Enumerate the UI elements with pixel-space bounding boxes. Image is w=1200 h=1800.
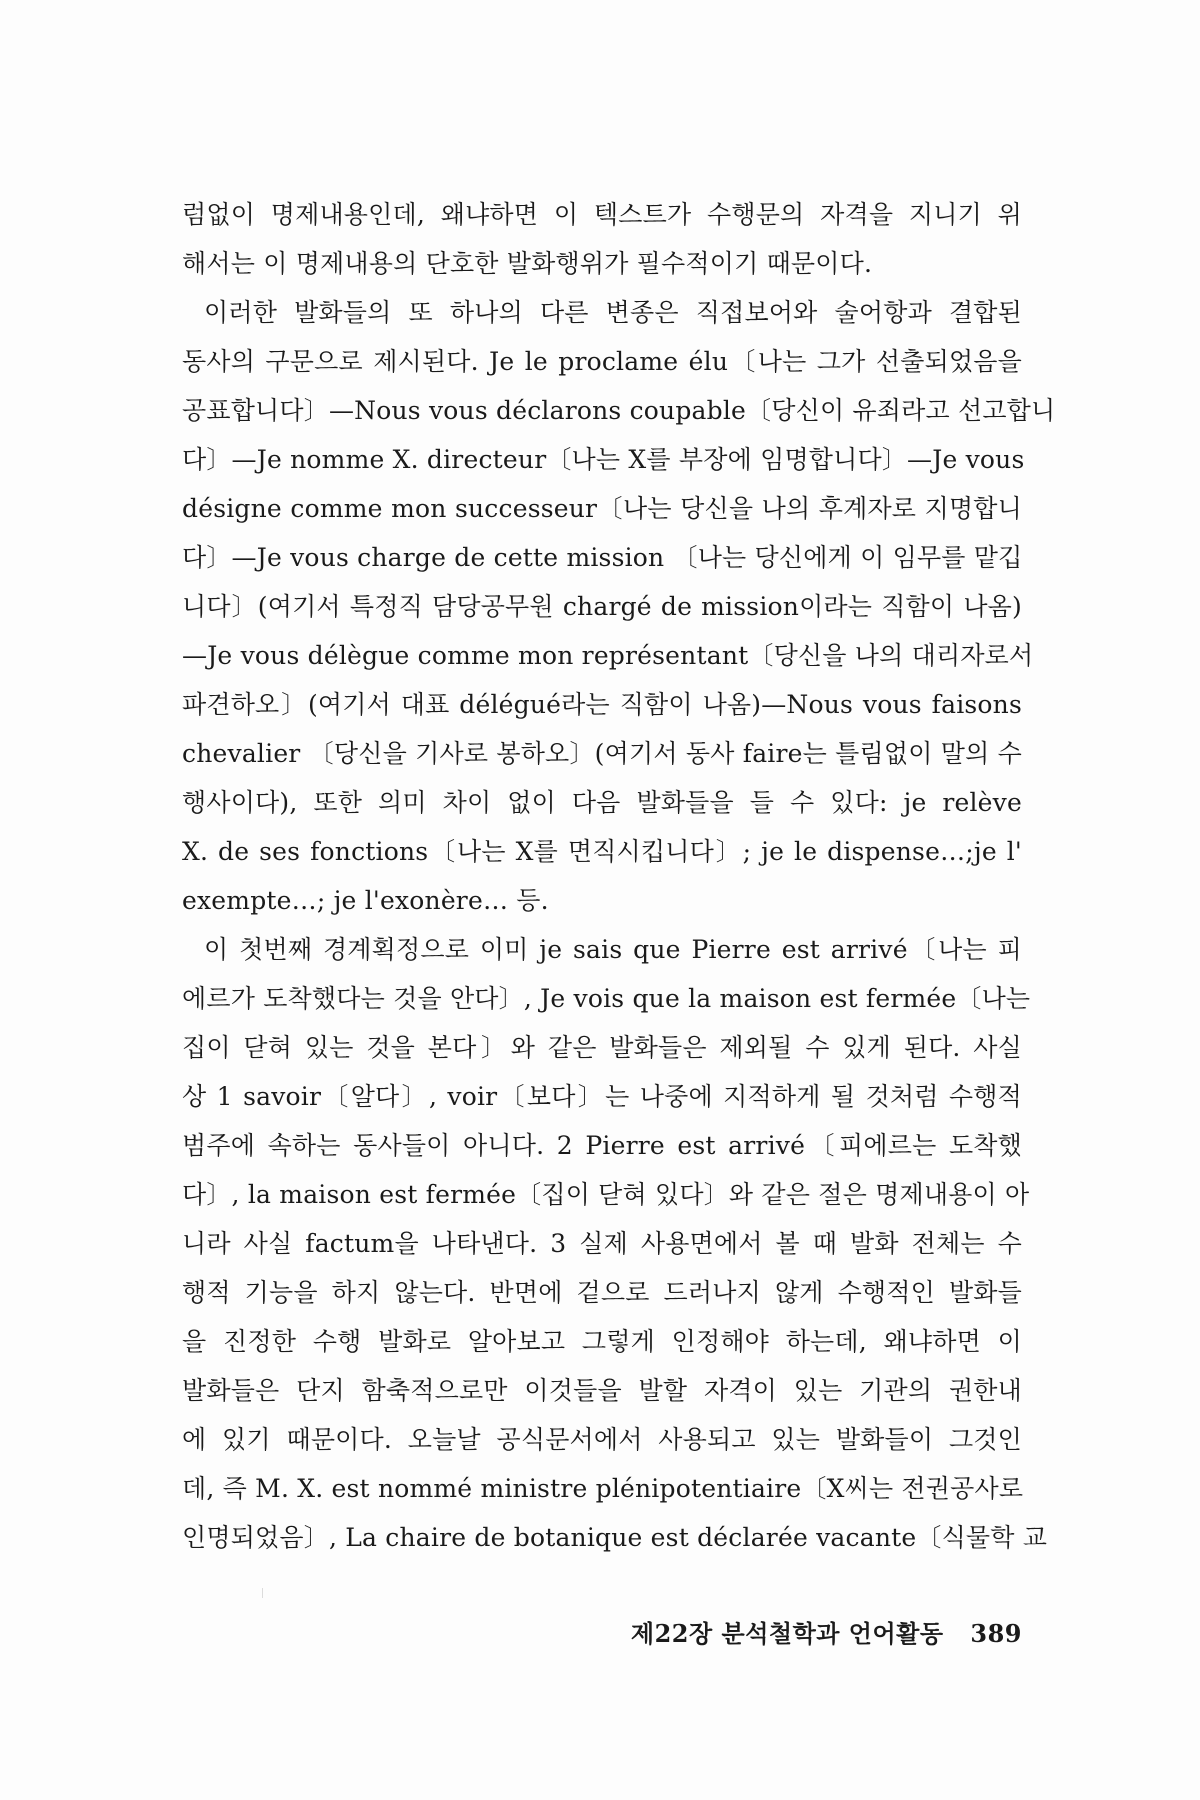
text-line: 럼없이 명제내용인데, 왜냐하면 이 텍스트가 수행문의 자격을 지니기 위 <box>182 200 1022 229</box>
text-line: 니라 사실 factum을 나타낸다. 3 실제 사용면에서 볼 때 발화 전체는 수 <box>182 1229 1022 1258</box>
text-line: 이 첫번째 경계획정으로 이미 je sais que Pierre est arrivé〔나는 피 <box>204 935 1022 964</box>
text-line: 니다〕(여기서 특정직 담당공무원 chargé de mission이라는 직함이 나옴) <box>182 592 1022 621</box>
text-line: —Je vous délègue comme mon représentant〔당신을 나의 대리자로서 <box>182 641 1034 670</box>
text-line: 이러한 발화들의 또 하나의 다른 변종은 직접보어와 술어항과 결합된 <box>204 298 1022 327</box>
text-line: 다〕—Je vous charge de cette mission 〔나는 당신에게 이 임무를 맡깁 <box>182 543 1023 572</box>
text-line: 공표합니다〕—Nous vous déclarons coupable〔당신이 유죄라고 선고합니 <box>182 396 1056 425</box>
text-line: 인명되었음〕, La chaire de botanique est déclarée vacante〔식물학 교 <box>182 1523 1048 1552</box>
text-line: 파견하오〕(여기서 대표 délégué라는 직함이 나옴)—Nous vous faisons <box>182 690 1022 719</box>
text-line: 에 있기 때문이다. 오늘날 공식문서에서 사용되고 있는 발화들이 그것인 <box>182 1425 1022 1454</box>
body-text <box>182 190 1056 1562</box>
text-line: 을 진정한 수행 발화로 알아보고 그렇게 인정해야 하는데, 왜냐하면 이 <box>182 1327 1022 1356</box>
chapter-title: 제22장 분석철학과 언어활동 <box>630 1619 944 1648</box>
text-line: chevalier 〔당신을 기사로 봉하오〕(여기서 동사 faire는 틀림없이 말의 수 <box>182 739 1022 768</box>
page-number: 389 <box>970 1619 1022 1648</box>
text-line: 해서는 이 명제내용의 단호한 발화행위가 필수적이기 때문이다. <box>182 249 873 278</box>
text-line: 행사이다), 또한 의미 차이 없이 다음 발화들을 들 수 있다: je relève <box>182 788 1022 817</box>
text-line: 다〕, la maison est fermée〔집이 닫혀 있다〕와 같은 절은 명제내용이 아 <box>182 1180 1030 1209</box>
text-line: 행적 기능을 하지 않는다. 반면에 겉으로 드러나지 않게 수행적인 발화들 <box>182 1278 1022 1307</box>
text-line: 동사의 구문으로 제시된다. Je le proclame élu〔나는 그가 선출되었음을 <box>182 347 1022 376</box>
text-line: 에르가 도착했다는 것을 안다〕, Je vois que la maison est fermée〔나는 <box>182 984 1031 1013</box>
margin-mark <box>262 1588 263 1598</box>
text-line: exempte…; je l'exonère… 등. <box>182 886 549 915</box>
text-line: 집이 닫혀 있는 것을 본다〕와 같은 발화들은 제외될 수 있게 된다. 사실 <box>182 1033 1022 1062</box>
running-footer <box>631 1614 1022 1649</box>
text-line: désigne comme mon successeur〔나는 당신을 나의 후계자로 지명합니 <box>182 494 1022 523</box>
text-line: 발화들은 단지 함축적으로만 이것들을 발할 자격이 있는 기관의 권한내 <box>182 1376 1022 1405</box>
text-line: X. de ses fonctions〔나는 X를 면직시킵니다〕; je le dispense…;je l' <box>182 837 1022 866</box>
text-line: 범주에 속하는 동사들이 아니다. 2 Pierre est arrivé〔피에르는 도착했 <box>182 1131 1022 1160</box>
text-line: 다〕—Je nomme X. directeur〔나는 X를 부장에 임명합니다〕—Je vous <box>182 445 1025 474</box>
text-line: 상 1 savoir〔알다〕, voir〔보다〕는 나중에 지적하게 될 것처럼 수행적 <box>182 1082 1022 1111</box>
text-line: 데, 즉 M. X. est nommé ministre plénipotentiaire〔X씨는 전권공사로 <box>182 1474 1024 1503</box>
